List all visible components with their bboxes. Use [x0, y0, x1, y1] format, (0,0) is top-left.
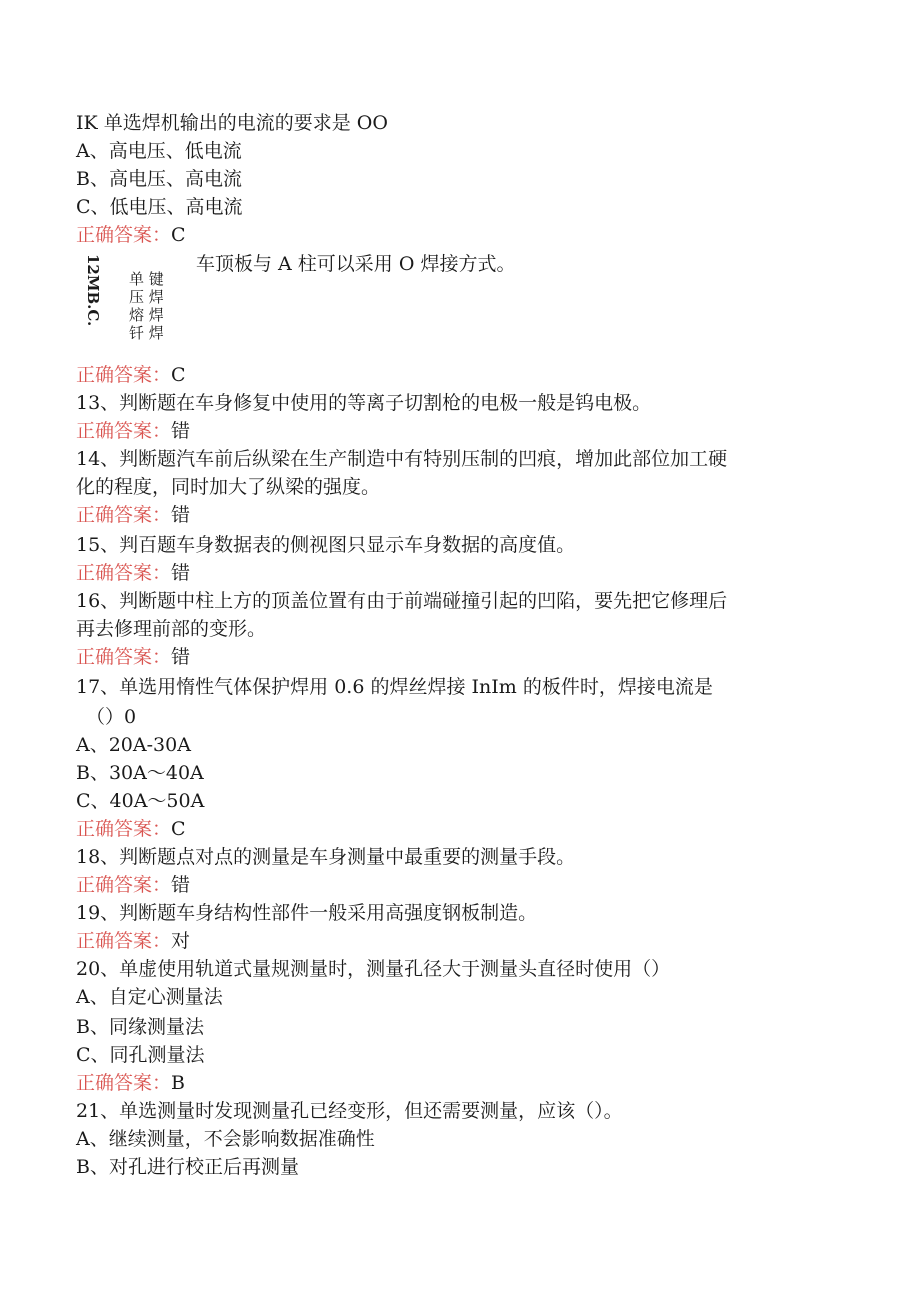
question-12-option: 熔 焊	[129, 306, 164, 324]
question-21-option-a: A、继续测量，不会影响数据准确性	[76, 1128, 375, 1150]
answer-value: C	[171, 818, 186, 840]
answer-value: 错	[171, 420, 191, 442]
question-17-stem-line2: （）0	[86, 706, 137, 728]
question-20-option-c: C、同孔测量法	[76, 1044, 205, 1066]
question-19-answer	[76, 927, 190, 955]
question-11-option-b: B、高电压、高电流	[76, 168, 242, 190]
question-17-stem-line1: 17、单选用惰性气体保护焊用 0.6 的焊丝焊接 InIm 的板件时，焊接电流是	[76, 676, 713, 698]
question-16-answer	[76, 643, 190, 671]
question-12-answer	[76, 361, 186, 389]
answer-label: 正确答案：	[76, 420, 172, 442]
question-18-answer	[76, 871, 190, 899]
question-21-stem: 21、单选测量时发现测量孔已经变形，但还需要测量，应该（）。	[76, 1100, 623, 1122]
answer-value: 错	[171, 874, 191, 896]
question-17-option-b: B、30A～40A	[76, 762, 204, 784]
answer-value: 错	[171, 562, 191, 584]
answer-label: 正确答案：	[76, 224, 172, 246]
answer-value: C	[171, 364, 186, 386]
question-18-stem: 18、判断题点对点的测量是车身测量中最重要的测量手段。	[76, 846, 576, 868]
question-11-option-a: A、高电压、低电流	[76, 140, 242, 162]
question-16-stem-line2: 再去修理前部的变形。	[76, 618, 267, 640]
answer-value: B	[171, 1072, 185, 1094]
question-20-option-b: B、同缘测量法	[76, 1016, 204, 1038]
question-13-answer	[76, 417, 190, 445]
question-11-option-c: C、低电压、高电流	[76, 196, 243, 218]
answer-label: 正确答案：	[76, 364, 172, 386]
question-19-stem: 19、判断题车身结构性部件一般采用高强度钢板制造。	[76, 902, 538, 924]
question-12-option: 压 焊	[129, 288, 164, 306]
question-14-answer	[76, 501, 190, 529]
answer-value: C	[171, 224, 186, 246]
question-11-stem: IK 单选焊机输出的电流的要求是 OO	[76, 112, 388, 134]
answer-label: 正确答案：	[76, 646, 172, 668]
question-20-option-a: A、自定心测量法	[76, 986, 223, 1008]
question-12-options	[129, 270, 164, 342]
answer-label: 正确答案：	[76, 818, 172, 840]
question-16-stem-line1: 16、判断题中柱上方的顶盖位置有由于前端碰撞引起的凹陷，要先把它修理后	[76, 590, 728, 612]
answer-value: 错	[171, 504, 191, 526]
question-12-option: 钎 焊	[129, 324, 164, 342]
question-20-stem: 20、单虚使用轨道式量规测量时，测量孔径大于测量头直径时使用（）	[76, 958, 671, 980]
question-12-vertical-label: 12MB.C.	[84, 254, 102, 327]
answer-value: 错	[171, 646, 191, 668]
question-17-option-c: C、40A～50A	[76, 790, 205, 812]
question-14-stem-line1: 14、判断题汽车前后纵梁在生产制造中有特别压制的凹痕，增加此部位加工硬	[76, 448, 728, 470]
question-12-option: 单 键	[129, 270, 164, 288]
answer-label: 正确答案：	[76, 562, 172, 584]
question-12-stem: 车顶板与 A 柱可以采用 O 焊接方式。	[196, 253, 516, 275]
question-20-answer	[76, 1069, 185, 1097]
question-17-answer	[76, 815, 186, 843]
answer-label: 正确答案：	[76, 504, 172, 526]
question-21-option-b: B、对孔进行校正后再测量	[76, 1156, 299, 1178]
answer-label: 正确答案：	[76, 930, 172, 952]
answer-label: 正确答案：	[76, 1072, 172, 1094]
answer-label: 正确答案：	[76, 874, 172, 896]
question-11-answer	[76, 221, 186, 249]
question-14-stem-line2: 化的程度，同时加大了纵梁的强度。	[76, 476, 381, 498]
question-17-option-a: A、20A-30A	[76, 734, 191, 756]
question-15-stem: 15、判百题车身数据表的侧视图只显示车身数据的高度值。	[76, 534, 576, 556]
question-15-answer	[76, 559, 190, 587]
answer-value: 对	[171, 930, 191, 952]
question-13-stem: 13、判断题在车身修复中使用的等离子切割枪的电极一般是钨电极。	[76, 392, 652, 414]
